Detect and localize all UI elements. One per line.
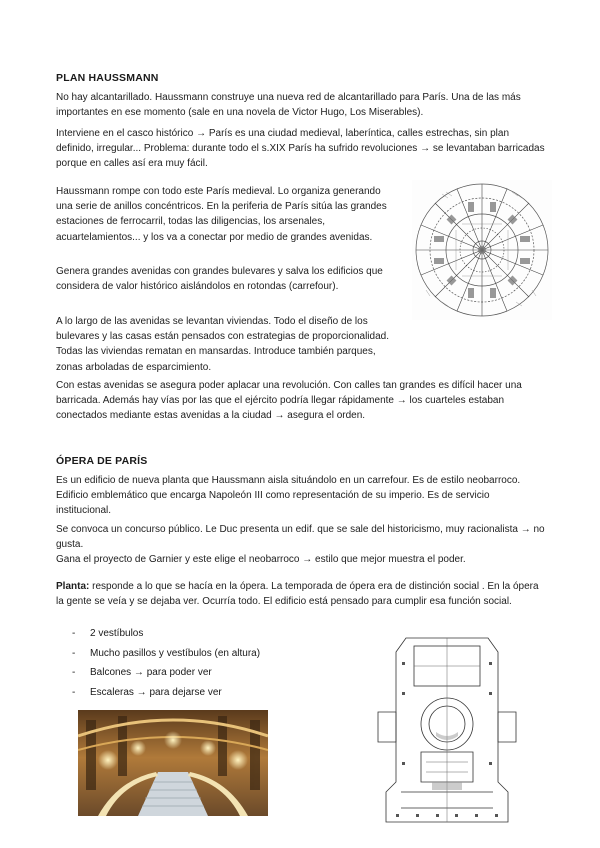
haussmann-paragraph-6: Con estas avenidas se asegura poder aplacar una revolución. Con calles tan grandes es difícil hacer una barricada. Además hay vías por las que el ejército podría llegar rápidamente → los cuarteles estaban conectados mediante estas avenidas a la ciudad → asegura el orden.: [56, 380, 522, 422]
opera-paragraph-1: Es un edificio de nueva planta que Haussmann aisla situándolo en un carrefour. Es de estilo neobarroco. Edificio emblemático que encarga Napoleón III como representación de su imperio. Es de servicio institucional.: [56, 475, 521, 517]
planta-text: responde a lo que se hacía en la ópera. La temporada de ópera era de distinción social . En la ópera la gente se veía y se dejaba ver. Ocurría todo. El edificio está pensado para cumplir esa función social.: [56, 581, 539, 608]
opera-floor-plan-image: [376, 632, 518, 840]
haussmann-paragraph-1: No hay alcantarillado. Haussmann construye una nueva red de alcantarillado para París. Una de las más importantes en ese momento (sale en una novela de Victor Hugo, Los Miserables).: [56, 92, 521, 119]
haussmann-paragraph-5: A lo largo de las avenidas se levantan viviendas. Todo el diseño de los bulevares y las casas están pensados con estrategias de proporcionalidad. Todas las viviendas rematan en mansardas. Introduce también parques, zonas arboladas de esparcimiento.: [56, 316, 389, 373]
bullet-dash: -: [72, 686, 76, 698]
list-item: - Mucho pasillos y vestíbulos (en altura): [72, 647, 261, 659]
bullet-dash: -: [72, 667, 76, 678]
opera-staircase-photo: [78, 710, 268, 816]
opera-paragraph-3: Gana el proyecto de Garnier y este elige el neobarroco → estilo que mejor muestra el poder.: [56, 554, 466, 565]
section-title-opera: ÓPERA DE PARÍS: [56, 455, 148, 467]
bullet-dash: -: [72, 647, 76, 659]
opera-planta-paragraph: [56, 579, 546, 609]
radial-city-plan-image: [412, 180, 552, 320]
bullet-dash: -: [72, 628, 76, 639]
opera-features-list: [72, 626, 260, 704]
haussmann-paragraph-3: Haussmann rompe con todo este París medieval. Lo organiza generando una serie de anillos concéntricos. En la periferia de París sitúa las grandes estaciones de ferrocarril, todas las diligencias, los arsenales, acuartelamientos... y los va a conectar por medio de grandes avenidas.: [56, 186, 387, 243]
section-title-haussmann: PLAN HAUSSMANN: [56, 72, 159, 84]
opera-paragraph-2: Se convoca un concurso público. Le Duc presenta un edif. que se sale del historicismo, muy racionalista → no gusta.: [56, 524, 545, 551]
haussmann-paragraph-4: Genera grandes avenidas con grandes bulevares y salva los edificios que considera de valor histórico aislándolos en rotondas (carrefour).: [56, 266, 383, 293]
planta-label: Planta:: [56, 581, 90, 592]
list-item: - Balcones → para poder ver: [72, 667, 212, 678]
list-item: - 2 vestíbulos: [72, 628, 144, 639]
haussmann-paragraph-2: Interviene en el casco histórico → París es una ciudad medieval, laberíntica, calles estrechas, sin plan definido, irregular... Problema: durante todo el s.XIX París ha sufrido revoluciones → se levantaban barricadas porque en calles así era muy fácil.: [56, 128, 545, 170]
list-item: - Escaleras → para dejarse ver: [72, 686, 222, 698]
